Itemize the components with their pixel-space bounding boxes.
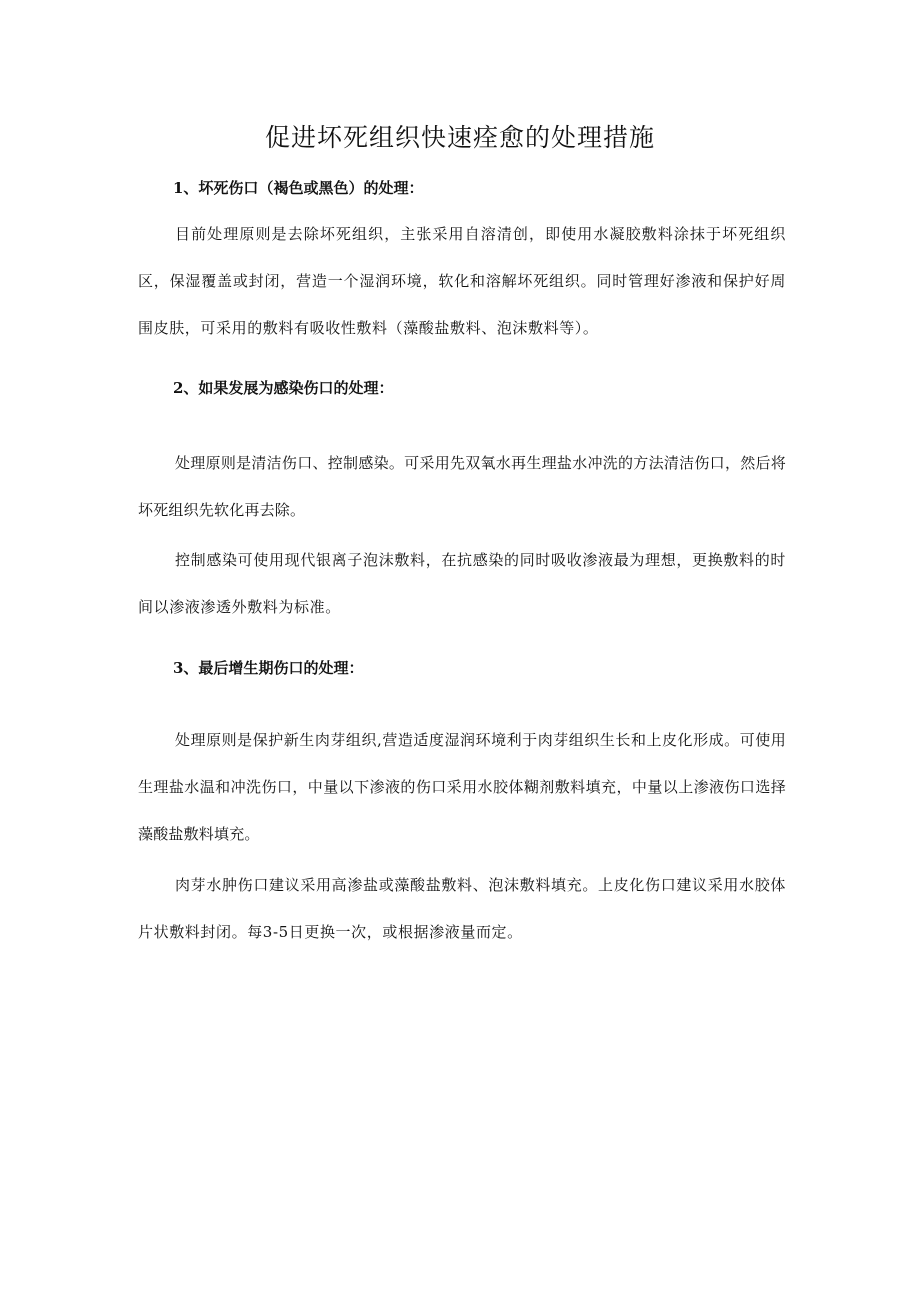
section-1-paragraph-1: 目前处理原则是去除坏死组织，主张采用自溶清创，即使用水凝胶敷料涂抹于坏死组织区，保湿覆盖或封闭，营造一个湿润环境，软化和溶解坏死组织。同时管理好渗液和保护好周围皮肤，可采用的敷料有吸收性敷料（藻酸盐敷料、泡沫敷料等）。 bbox=[138, 225, 786, 337]
section-2-paragraph-2: 控制感染可使用现代银离子泡沫敷料，在抗感染的同时吸收渗液最为理想，更换敷料的时间以渗液渗透外敷料为标准。 bbox=[138, 551, 786, 616]
section-1-heading: 1、坏死伤口（褐色或黑色）的处理： bbox=[173, 179, 424, 197]
section-3-paragraph-2: 肉芽水肿伤口建议采用高渗盐或藻酸盐敷料、泡沫敷料填充。上皮化伤口建议采用水胶体片状敷料封闭。每3-5日更换一次，或根据渗液量而定。 bbox=[138, 876, 786, 941]
section-2-paragraph-1: 处理原则是清洁伤口、控制感染。可采用先双氧水再生理盐水冲洗的方法清洁伤口，然后将坏死组织先软化再去除。 bbox=[138, 454, 786, 519]
section-3-paragraph-1: 处理原则是保护新生肉芽组织,营造适度湿润环境利于肉芽组织生长和上皮化形成。可使用生理盐水温和冲洗伤口，中量以下渗液的伤口采用水胶体糊剂敷料填充，中量以上渗液伤口选择藻酸盐敷料填充。 bbox=[138, 731, 786, 843]
section-3-heading: 3、最后增生期伤口的处理： bbox=[173, 659, 364, 677]
section-2-heading: 2、如果发展为感染伤口的处理： bbox=[173, 379, 394, 397]
document-title: 促进坏死组织快速痊愈的处理措施 bbox=[264, 123, 655, 152]
